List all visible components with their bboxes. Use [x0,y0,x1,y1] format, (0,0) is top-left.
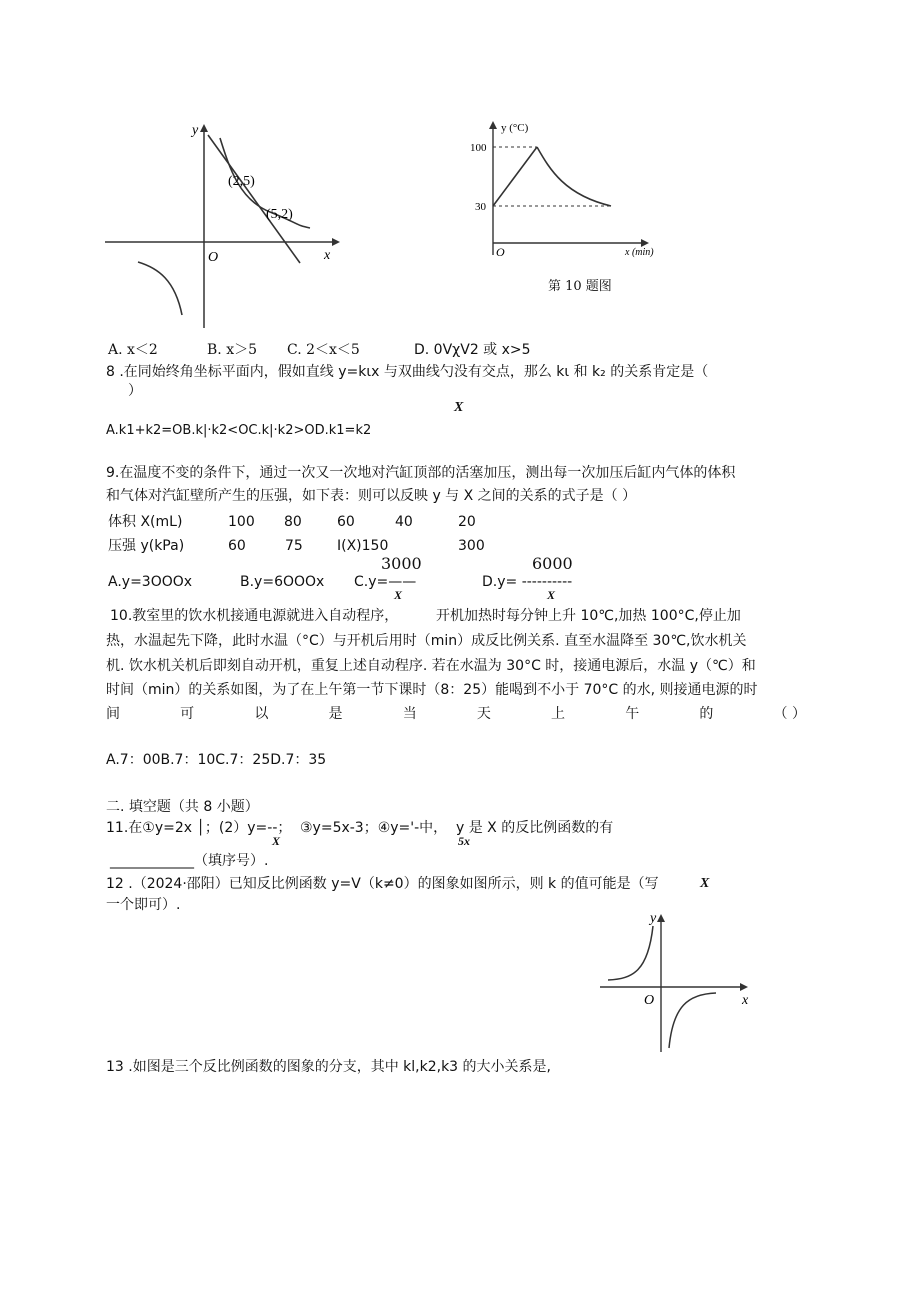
q10-char: 当 [402,706,417,722]
q10-char: 上 [551,706,566,722]
point-label: (2,5) [228,174,255,189]
q12-text: 一个即可）. [106,897,181,913]
q10-char: 可 [180,706,195,722]
q9-option-b: B.y=6OOOx [240,574,325,590]
origin-label: O [208,250,219,265]
table-cell: 300 [458,538,485,554]
q11-blank: ____________（填序号）. [110,853,269,869]
y-axis-label: y [650,911,657,926]
x-axis-arrow [332,238,340,246]
q11-text: y 是 X 的反比例函数的有 [456,820,614,836]
q10-char: 天 [476,706,491,722]
y-axis-label: y (°C) [501,122,529,134]
cooling-curve [537,147,611,206]
q10-text: 热，水温起先下降，此时水温（°C）与开机后用时（min）成反比例关系. 直至水温降至 30℃,饮水机关 [106,633,747,649]
table-cell: 60 [228,538,246,554]
figure-caption: 第 10 题图 [548,279,612,294]
q11-text: ③y=5x-3；④y='-中， [300,820,448,836]
q8-text: 8 .在同始终角坐标平面内，假如直线 y=kιx 与双曲线勺没有交点，那么 kι 和 k₂ 的关系肯定是（ [106,364,709,380]
y-axis-label: y [192,123,199,138]
q10-text: 时间（min）的关系如图，为了在上午第一节下课时（8：25）能喝到不小于 70°C 的水, 则接通电源的时 [106,682,758,698]
q10-char: 以 [254,706,269,722]
q8-text-close: ） [128,383,142,399]
y-axis-arrow [200,124,208,132]
y-axis-arrow [489,121,497,129]
q7-option-b: B. x＞5 [207,342,257,358]
figure-hyperbola-line [100,120,340,330]
hyperbola-branch-left [138,262,182,315]
q10-text-spread [106,704,806,724]
tick-label: 30 [475,201,486,213]
q12-x-mark: X [700,876,710,891]
q7-option-c: C. 2＜x＜5 [287,342,360,358]
figure-reciprocal-function [598,906,758,1054]
y-axis-arrow [657,914,665,922]
q11-text: 11.在①y=2x │；(2）y=--； [106,820,292,836]
q9-option-c: C.y=—— [354,574,417,590]
q10-answer-bracket: （ ） [773,706,806,722]
q10-text: 机. 饮水机关机后即刻自动开机，重复上述自动程序. 若在水温为 30°C 时，接通电源后，水温 y（℃）和 [106,658,756,674]
branch-second-quadrant [608,926,653,980]
q12-text: 12 .（2024·邵阳）已知反比例函数 y=V（k≠0）的图象如图所示，则 k 的值可能是（写 [106,876,659,892]
q9-frac-d-denominator: X [547,588,556,602]
q10-char: 午 [625,706,640,722]
table-cell: 压强 y(kPa) [108,538,185,554]
q9-frac-c-denominator: X [394,588,403,602]
q9-frac-d-numerator: 6000 [532,554,573,573]
table-cell: 40 [395,514,413,530]
x-axis-label: x [742,993,749,1008]
table-cell: 100 [228,514,255,530]
branch-fourth-quadrant [669,993,716,1048]
q10-options: A.7：00B.7：10C.7：25D.7：35 [106,752,327,768]
x-axis-arrow [740,983,748,991]
origin-label: O [644,993,655,1008]
q7-option-d: D. 0VχV2 或 x>5 [414,342,531,358]
table-cell: 75 [285,538,303,554]
q11-subscript: X [272,834,281,848]
origin-label: O [496,245,505,259]
line-graph [208,135,300,263]
q8-x-mark: X [454,400,464,415]
table-cell: I(X)150 [337,538,389,554]
section-title: 二. 填空题（共 8 小题） [106,799,259,815]
q9-text: 和气体对汽缸壁所产生的压强，如下表：则可以反映 y 与 X 之间的关系的式子是（ ） [106,488,637,504]
q10-text: 10.教室里的饮水机接通电源就进入自动程序， [110,608,399,624]
q10-char: 是 [328,706,343,722]
q10-text: 开机加热时每分钟上升 10℃,加热 100°C,停止加 [436,608,741,624]
table-cell: 20 [458,514,476,530]
q10-char: 间 [106,706,120,722]
q13-text: 13 .如图是三个反比例函数的图象的分支，其中 kl,k2,k3 的大小关系是, [106,1059,551,1075]
table-cell: 体积 X(mL) [108,514,183,530]
q9-text: 9.在温度不变的条件下，通过一次又一次地对汽缸顶部的活塞加压，测出每一次加压后缸内气体的体积 [106,465,736,481]
heating-segment [493,147,537,206]
q8-options: A.k1+k2=OB.k|·k2<OC.k|·k2>OD.k1=k2 [106,423,372,438]
q9-option-a: A.y=3OOOx [108,574,193,590]
q10-char: 的 [699,706,714,722]
x-axis-label: x (min) [625,247,654,258]
x-axis-label: x [324,248,331,263]
figure-water-temperature [465,115,655,265]
table-cell: 80 [284,514,302,530]
x-axis-arrow [641,239,649,247]
q9-option-d: D.y= ---------- [482,574,573,590]
q11-subscript: 5x [458,834,470,848]
table-cell: 60 [337,514,355,530]
tick-label: 100 [470,142,487,154]
point-label: (5,2) [266,207,293,222]
q9-frac-c-numerator: 3000 [381,554,422,573]
q7-option-a: A. x＜2 [108,342,158,358]
